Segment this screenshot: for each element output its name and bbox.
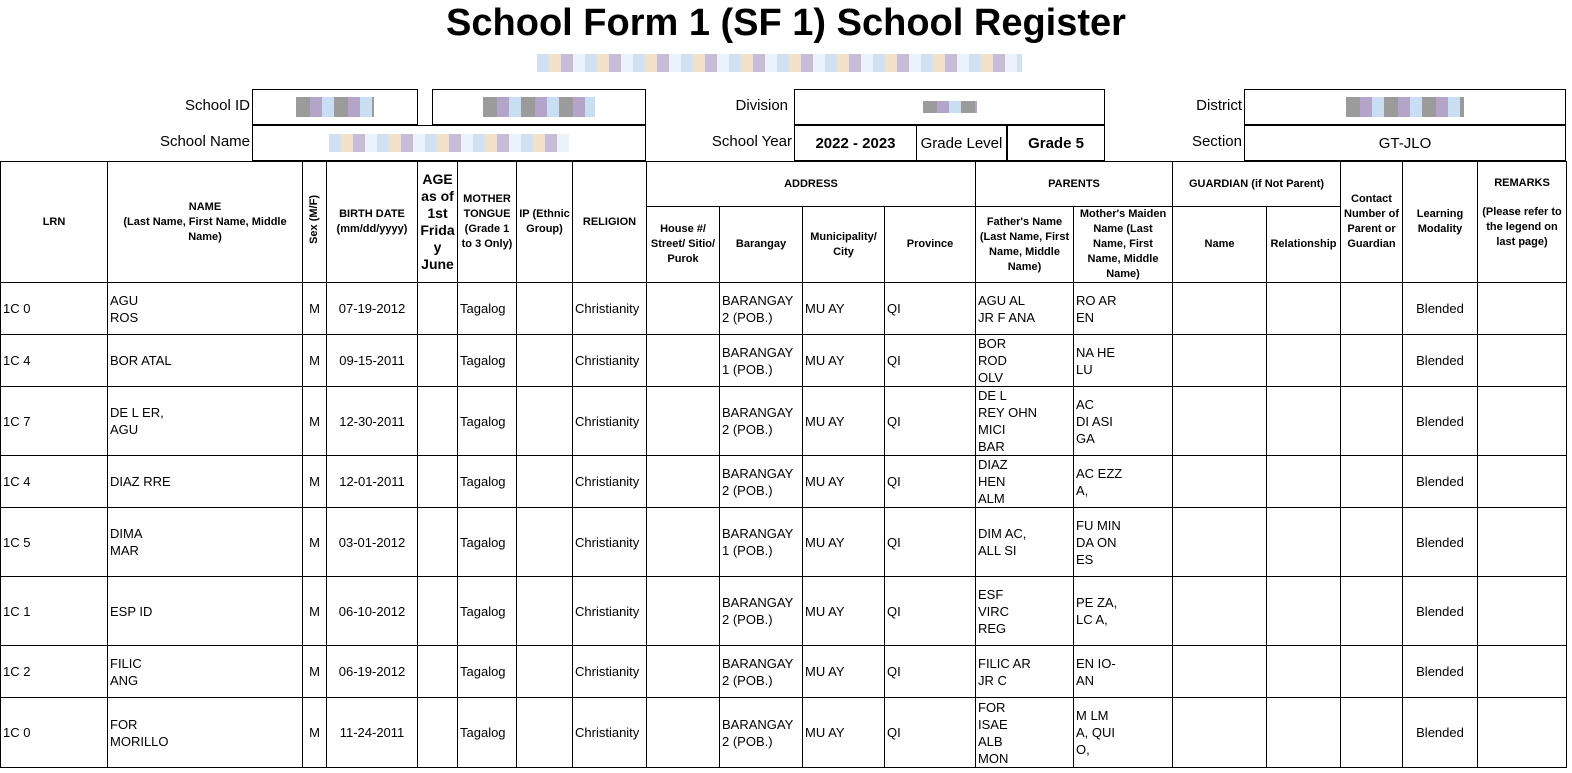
- col-name: NAME (Last Name, First Name, Middle Name): [108, 162, 303, 283]
- cell-house: [647, 577, 720, 646]
- cell-birth-date: 12-30-2011: [327, 387, 418, 456]
- cell-father: AGU AL JR F ANA: [976, 283, 1074, 335]
- cell-contact: [1341, 335, 1403, 387]
- table-row: [1, 646, 1567, 698]
- col-sex: Sex (M/F): [303, 162, 327, 283]
- cell-contact: [1341, 387, 1403, 456]
- division-label: Division: [735, 97, 788, 114]
- cell-birth-date: 09-15-2011: [327, 335, 418, 387]
- cell-modality: Blended: [1403, 283, 1478, 335]
- school-name-field: [252, 125, 646, 161]
- cell-lrn: 1C 4: [1, 335, 108, 387]
- cell-remarks: [1478, 577, 1567, 646]
- cell-lrn: 1C 0: [1, 283, 108, 335]
- cell-remarks: [1478, 283, 1567, 335]
- cell-ip: [517, 335, 573, 387]
- cell-mother: AC DI ASI GA: [1074, 387, 1173, 456]
- cell-barangay: BARANGAY 1 (POB.): [720, 508, 803, 577]
- cell-barangay: BARANGAY 2 (POB.): [720, 283, 803, 335]
- cell-remarks: [1478, 456, 1567, 508]
- cell-birth-date: 06-10-2012: [327, 577, 418, 646]
- cell-name: ESP ID: [108, 577, 303, 646]
- cell-province: QI: [885, 387, 976, 456]
- cell-guardian-name: [1173, 456, 1267, 508]
- col-birth-date: BIRTH DATE (mm/dd/yyyy): [327, 162, 418, 283]
- cell-mother: NA HE LU: [1074, 335, 1173, 387]
- cell-guardian-relationship: [1267, 456, 1341, 508]
- col-remarks-title: REMARKS: [1494, 177, 1550, 189]
- district-label: District: [1196, 97, 1242, 114]
- col-remarks-note: (Please refer to the legend on last page): [1482, 206, 1562, 248]
- cell-name: BOR ATAL: [108, 335, 303, 387]
- col-house: House #/ Street/ Sitio/ Purok: [647, 207, 720, 283]
- cell-remarks: [1478, 508, 1567, 577]
- cell-municipality: MU AY: [803, 646, 885, 698]
- cell-province: QI: [885, 456, 976, 508]
- cell-mother: M LM A, QUI O,: [1074, 698, 1173, 768]
- cell-age: [418, 698, 458, 768]
- cell-mother: PE ZA, LC A,: [1074, 577, 1173, 646]
- register-rows: [1, 283, 1567, 768]
- cell-guardian-relationship: [1267, 508, 1341, 577]
- cell-contact: [1341, 456, 1403, 508]
- cell-sex: M: [303, 283, 327, 335]
- cell-guardian-name: [1173, 335, 1267, 387]
- cell-guardian-name: [1173, 646, 1267, 698]
- col-parents: PARENTS: [976, 162, 1173, 207]
- cell-guardian-relationship: [1267, 387, 1341, 456]
- cell-house: [647, 283, 720, 335]
- cell-lrn: 1C 4: [1, 456, 108, 508]
- redacted-region-icon: [537, 54, 1022, 72]
- col-father: Father's Name (Last Name, First Name, Middle Name): [976, 207, 1074, 283]
- cell-ip: [517, 387, 573, 456]
- cell-mother: RO AR EN: [1074, 283, 1173, 335]
- school-name-label: School Name: [159, 133, 250, 150]
- cell-religion: Christianity: [573, 335, 647, 387]
- cell-sex: M: [303, 335, 327, 387]
- cell-house: [647, 508, 720, 577]
- cell-ip: [517, 508, 573, 577]
- cell-age: [418, 335, 458, 387]
- cell-contact: [1341, 508, 1403, 577]
- cell-mother-tongue: Tagalog: [458, 283, 517, 335]
- cell-father: DIAZ HEN ALM: [976, 456, 1074, 508]
- cell-municipality: MU AY: [803, 508, 885, 577]
- cell-religion: Christianity: [573, 508, 647, 577]
- cell-age: [418, 508, 458, 577]
- section-field: [1244, 125, 1566, 161]
- school-id-field: [252, 89, 418, 125]
- district-field: [1244, 89, 1566, 125]
- col-age: AGE as of 1st Frida y June: [418, 162, 458, 283]
- cell-house: [647, 335, 720, 387]
- cell-house: [647, 456, 720, 508]
- cell-religion: Christianity: [573, 698, 647, 768]
- cell-ip: [517, 283, 573, 335]
- cell-modality: Blended: [1403, 456, 1478, 508]
- grade-level-value: Grade 5: [1028, 134, 1084, 152]
- cell-name: DE L ER, AGU: [108, 387, 303, 456]
- cell-sex: M: [303, 508, 327, 577]
- cell-ip: [517, 577, 573, 646]
- cell-religion: Christianity: [573, 387, 647, 456]
- cell-barangay: BARANGAY 2 (POB.): [720, 387, 803, 456]
- cell-sex: M: [303, 456, 327, 508]
- cell-sex: M: [303, 577, 327, 646]
- cell-religion: Christianity: [573, 456, 647, 508]
- cell-religion: Christianity: [573, 646, 647, 698]
- cell-age: [418, 456, 458, 508]
- table-row: [1, 456, 1567, 508]
- col-address: ADDRESS: [647, 162, 976, 207]
- cell-municipality: MU AY: [803, 698, 885, 768]
- cell-barangay: BARANGAY 2 (POB.): [720, 646, 803, 698]
- cell-name: AGU ROS: [108, 283, 303, 335]
- cell-house: [647, 387, 720, 456]
- cell-birth-date: 07-19-2012: [327, 283, 418, 335]
- cell-modality: Blended: [1403, 698, 1478, 768]
- school-year-value: 2022 - 2023: [815, 134, 896, 152]
- col-mother: Mother's Maiden Name (Last Name, First Name, Middle Name): [1074, 207, 1173, 283]
- cell-remarks: [1478, 387, 1567, 456]
- cell-contact: [1341, 283, 1403, 335]
- cell-sex: M: [303, 387, 327, 456]
- cell-birth-date: 03-01-2012: [327, 508, 418, 577]
- cell-father: BOR ROD OLV: [976, 335, 1074, 387]
- cell-ip: [517, 646, 573, 698]
- col-province: Province: [885, 207, 976, 283]
- cell-father: DIM AC, ALL SI: [976, 508, 1074, 577]
- cell-mother-tongue: Tagalog: [458, 577, 517, 646]
- col-guardian-relationship: Relationship: [1267, 207, 1341, 283]
- cell-father: FOR ISAE ALB MON: [976, 698, 1074, 768]
- cell-mother: FU MIN DA ON ES: [1074, 508, 1173, 577]
- cell-name: DIAZ RRE: [108, 456, 303, 508]
- cell-municipality: MU AY: [803, 335, 885, 387]
- cell-barangay: BARANGAY 1 (POB.): [720, 335, 803, 387]
- cell-guardian-name: [1173, 283, 1267, 335]
- cell-contact: [1341, 646, 1403, 698]
- cell-mother: AC EZZ A,: [1074, 456, 1173, 508]
- cell-municipality: MU AY: [803, 577, 885, 646]
- cell-barangay: BARANGAY 2 (POB.): [720, 698, 803, 768]
- cell-modality: Blended: [1403, 335, 1478, 387]
- cell-modality: Blended: [1403, 387, 1478, 456]
- cell-municipality: MU AY: [803, 387, 885, 456]
- cell-lrn: 1C 2: [1, 646, 108, 698]
- cell-guardian-name: [1173, 698, 1267, 768]
- cell-ip: [517, 456, 573, 508]
- grade-level-label-text: Grade Level: [920, 134, 1003, 152]
- section-label: Section: [1191, 133, 1242, 150]
- table-row: [1, 387, 1567, 456]
- cell-house: [647, 698, 720, 768]
- cell-lrn: 1C 5: [1, 508, 108, 577]
- cell-father: DE L REY OHN MICI BAR: [976, 387, 1074, 456]
- cell-municipality: MU AY: [803, 283, 885, 335]
- col-contact: Contact Number of Parent or Guardian: [1341, 162, 1403, 283]
- col-municipality: Municipality/ City: [803, 207, 885, 283]
- page-title: School Form 1 (SF 1) School Register: [446, 2, 1126, 44]
- col-mother-tongue: MOTHER TONGUE (Grade 1 to 3 Only): [458, 162, 517, 283]
- cell-religion: Christianity: [573, 283, 647, 335]
- cell-province: QI: [885, 283, 976, 335]
- col-barangay: Barangay: [720, 207, 803, 283]
- cell-lrn: 1C 1: [1, 577, 108, 646]
- col-modality: Learning Modality: [1403, 162, 1478, 283]
- grade-level-label: [917, 125, 1007, 161]
- cell-guardian-relationship: [1267, 646, 1341, 698]
- cell-religion: Christianity: [573, 577, 647, 646]
- cell-age: [418, 283, 458, 335]
- cell-lrn: 1C 7: [1, 387, 108, 456]
- col-ip: IP (Ethnic Group): [517, 162, 573, 283]
- cell-modality: Blended: [1403, 577, 1478, 646]
- cell-province: QI: [885, 698, 976, 768]
- cell-father: FILIC AR JR C: [976, 646, 1074, 698]
- col-remarks: [1478, 162, 1567, 283]
- table-row: [1, 577, 1567, 646]
- cell-mother-tongue: Tagalog: [458, 698, 517, 768]
- cell-mother-tongue: Tagalog: [458, 387, 517, 456]
- cell-sex: M: [303, 646, 327, 698]
- cell-remarks: [1478, 646, 1567, 698]
- school-year-label: School Year: [711, 133, 792, 150]
- grade-level-field: [1007, 125, 1105, 161]
- cell-guardian-relationship: [1267, 335, 1341, 387]
- cell-guardian-relationship: [1267, 698, 1341, 768]
- cell-birth-date: 11-24-2011: [327, 698, 418, 768]
- table-row: [1, 335, 1567, 387]
- cell-province: QI: [885, 335, 976, 387]
- cell-name: DIMA MAR: [108, 508, 303, 577]
- school-year-field: [794, 125, 917, 161]
- cell-remarks: [1478, 335, 1567, 387]
- cell-age: [418, 387, 458, 456]
- cell-contact: [1341, 577, 1403, 646]
- cell-remarks: [1478, 698, 1567, 768]
- school-id-label: School ID: [184, 97, 250, 114]
- col-religion: RELIGION: [573, 162, 647, 283]
- cell-mother-tongue: Tagalog: [458, 508, 517, 577]
- cell-province: QI: [885, 508, 976, 577]
- division-field: [794, 89, 1105, 125]
- cell-mother-tongue: Tagalog: [458, 646, 517, 698]
- cell-modality: Blended: [1403, 646, 1478, 698]
- cell-father: ESF VIRC REG: [976, 577, 1074, 646]
- cell-age: [418, 646, 458, 698]
- cell-municipality: MU AY: [803, 456, 885, 508]
- table-row: [1, 698, 1567, 768]
- cell-barangay: BARANGAY 2 (POB.): [720, 456, 803, 508]
- school-id-extra-field: [432, 89, 646, 125]
- cell-guardian-name: [1173, 387, 1267, 456]
- cell-age: [418, 577, 458, 646]
- cell-house: [647, 646, 720, 698]
- section-value: GT-JLO: [1378, 134, 1432, 152]
- cell-contact: [1341, 698, 1403, 768]
- cell-guardian-relationship: [1267, 577, 1341, 646]
- cell-birth-date: 12-01-2011: [327, 456, 418, 508]
- cell-lrn: 1C 0: [1, 698, 108, 768]
- cell-mother-tongue: Tagalog: [458, 456, 517, 508]
- cell-sex: M: [303, 698, 327, 768]
- table-row: [1, 508, 1567, 577]
- cell-ip: [517, 698, 573, 768]
- cell-birth-date: 06-19-2012: [327, 646, 418, 698]
- table-row: [1, 283, 1567, 335]
- cell-mother: EN IO- AN: [1074, 646, 1173, 698]
- cell-mother-tongue: Tagalog: [458, 335, 517, 387]
- col-guardian-name: Name: [1173, 207, 1267, 283]
- cell-guardian-name: [1173, 577, 1267, 646]
- cell-name: FILIC ANG: [108, 646, 303, 698]
- cell-modality: Blended: [1403, 508, 1478, 577]
- col-guardian: GUARDIAN (if Not Parent): [1173, 162, 1341, 207]
- cell-guardian-relationship: [1267, 283, 1341, 335]
- cell-province: QI: [885, 577, 976, 646]
- register-table: [0, 161, 1567, 768]
- cell-barangay: BARANGAY 2 (POB.): [720, 577, 803, 646]
- cell-guardian-name: [1173, 508, 1267, 577]
- cell-name: FOR MORILLO: [108, 698, 303, 768]
- cell-province: QI: [885, 646, 976, 698]
- col-lrn: LRN: [1, 162, 108, 283]
